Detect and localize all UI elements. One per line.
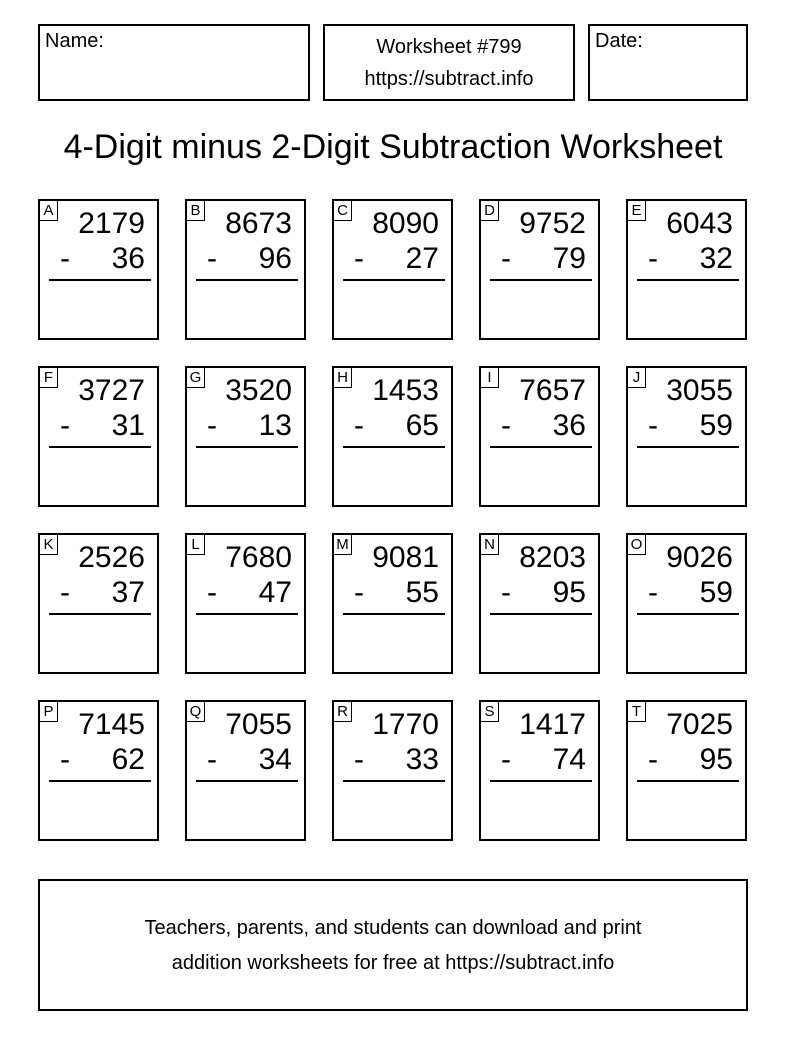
worksheet-info-box	[323, 24, 575, 101]
page-title: 4-Digit minus 2-Digit Subtraction Worksheet	[63, 128, 723, 166]
problem-f[interactable]	[38, 366, 159, 507]
minuend: 3727	[78, 374, 145, 407]
answer-line	[196, 446, 298, 448]
problem-letter: E	[628, 201, 646, 221]
minus-sign: -	[354, 576, 364, 609]
minus-sign: -	[501, 409, 511, 442]
minus-sign: -	[648, 743, 658, 776]
minuend: 8090	[372, 207, 439, 240]
name-field-box[interactable]	[38, 24, 310, 101]
minuend: 7025	[666, 708, 733, 741]
problem-letter: C	[334, 201, 352, 221]
minuend: 7055	[225, 708, 292, 741]
date-label: Date:	[595, 30, 643, 52]
problem-letter: A	[40, 201, 58, 221]
subtrahend: 37	[111, 576, 145, 609]
minus-sign: -	[60, 576, 70, 609]
answer-line	[196, 780, 298, 782]
worksheet-url: https://subtract.info	[364, 68, 534, 90]
minus-sign: -	[501, 576, 511, 609]
problem-letter: M	[334, 535, 352, 555]
subtrahend: 31	[111, 409, 145, 442]
answer-line	[196, 613, 298, 615]
subtrahend: 74	[552, 743, 586, 776]
minus-sign: -	[207, 409, 217, 442]
footer-line-2: addition worksheets for free at https://subtract.info	[171, 952, 615, 974]
problem-letter: L	[187, 535, 205, 555]
minus-sign: -	[207, 242, 217, 275]
minuend: 1770	[372, 708, 439, 741]
subtrahend: 95	[552, 576, 586, 609]
answer-line	[49, 780, 151, 782]
problem-letter: P	[40, 702, 58, 722]
answer-line	[343, 446, 445, 448]
problem-m[interactable]	[332, 533, 453, 674]
minuend: 2526	[78, 541, 145, 574]
subtrahend: 59	[699, 576, 733, 609]
minus-sign: -	[648, 409, 658, 442]
minus-sign: -	[501, 743, 511, 776]
minuend: 8203	[519, 541, 586, 574]
problem-o[interactable]	[626, 533, 747, 674]
problem-e[interactable]	[626, 199, 747, 340]
answer-line	[490, 613, 592, 615]
problem-l[interactable]	[185, 533, 306, 674]
minuend: 9752	[519, 207, 586, 240]
worksheet-number: Worksheet #799	[376, 36, 522, 58]
problem-letter: G	[187, 368, 205, 388]
subtrahend: 47	[258, 576, 292, 609]
minuend: 1453	[372, 374, 439, 407]
problem-k[interactable]	[38, 533, 159, 674]
answer-line	[637, 279, 739, 281]
problem-b[interactable]	[185, 199, 306, 340]
subtrahend: 32	[699, 242, 733, 275]
minus-sign: -	[501, 242, 511, 275]
minuend: 3520	[225, 374, 292, 407]
answer-line	[490, 279, 592, 281]
problem-a[interactable]	[38, 199, 159, 340]
answer-line	[637, 446, 739, 448]
problem-letter: B	[187, 201, 205, 221]
problem-letter: N	[481, 535, 499, 555]
problem-n[interactable]	[479, 533, 600, 674]
problem-i[interactable]	[479, 366, 600, 507]
minuend: 9081	[372, 541, 439, 574]
minus-sign: -	[207, 743, 217, 776]
minus-sign: -	[648, 242, 658, 275]
problem-q[interactable]	[185, 700, 306, 841]
answer-line	[343, 279, 445, 281]
subtrahend: 34	[258, 743, 292, 776]
problem-d[interactable]	[479, 199, 600, 340]
problem-p[interactable]	[38, 700, 159, 841]
minuend: 8673	[225, 207, 292, 240]
problem-t[interactable]	[626, 700, 747, 841]
answer-line	[343, 613, 445, 615]
minus-sign: -	[648, 576, 658, 609]
problem-letter: Q	[187, 702, 205, 722]
subtrahend: 59	[699, 409, 733, 442]
minus-sign: -	[60, 242, 70, 275]
minus-sign: -	[354, 743, 364, 776]
problem-j[interactable]	[626, 366, 747, 507]
problem-c[interactable]	[332, 199, 453, 340]
subtrahend: 33	[405, 743, 439, 776]
subtrahend: 62	[111, 743, 145, 776]
subtrahend: 79	[552, 242, 586, 275]
minuend: 7680	[225, 541, 292, 574]
problem-letter: J	[628, 368, 646, 388]
minuend: 3055	[666, 374, 733, 407]
minus-sign: -	[354, 242, 364, 275]
minus-sign: -	[354, 409, 364, 442]
subtrahend: 36	[111, 242, 145, 275]
answer-line	[49, 613, 151, 615]
minuend: 7145	[78, 708, 145, 741]
minus-sign: -	[207, 576, 217, 609]
minuend: 6043	[666, 207, 733, 240]
answer-line	[490, 446, 592, 448]
problem-letter: H	[334, 368, 352, 388]
problem-letter: F	[40, 368, 58, 388]
answer-line	[196, 279, 298, 281]
problem-letter: O	[628, 535, 646, 555]
answer-line	[637, 780, 739, 782]
problem-letter: T	[628, 702, 646, 722]
problem-g[interactable]	[185, 366, 306, 507]
minus-sign: -	[60, 409, 70, 442]
minuend: 2179	[78, 207, 145, 240]
minuend: 1417	[519, 708, 586, 741]
subtrahend: 95	[699, 743, 733, 776]
problem-letter: S	[481, 702, 499, 722]
answer-line	[49, 279, 151, 281]
problem-letter: I	[481, 368, 499, 388]
subtrahend: 13	[258, 409, 292, 442]
problem-letter: D	[481, 201, 499, 221]
footer-box	[38, 879, 748, 1011]
subtrahend: 27	[405, 242, 439, 275]
problem-letter: R	[334, 702, 352, 722]
problem-letter: K	[40, 535, 58, 555]
footer-line-1: Teachers, parents, and students can download and print	[144, 917, 642, 939]
answer-line	[343, 780, 445, 782]
minus-sign: -	[60, 743, 70, 776]
name-label: Name:	[45, 30, 104, 52]
answer-line	[637, 613, 739, 615]
subtrahend: 96	[258, 242, 292, 275]
subtrahend: 55	[405, 576, 439, 609]
date-field-box[interactable]	[588, 24, 748, 101]
problem-s[interactable]	[479, 700, 600, 841]
minuend: 9026	[666, 541, 733, 574]
problem-r[interactable]	[332, 700, 453, 841]
minuend: 7657	[519, 374, 586, 407]
problem-h[interactable]	[332, 366, 453, 507]
answer-line	[49, 446, 151, 448]
subtrahend: 65	[405, 409, 439, 442]
subtrahend: 36	[552, 409, 586, 442]
answer-line	[490, 780, 592, 782]
